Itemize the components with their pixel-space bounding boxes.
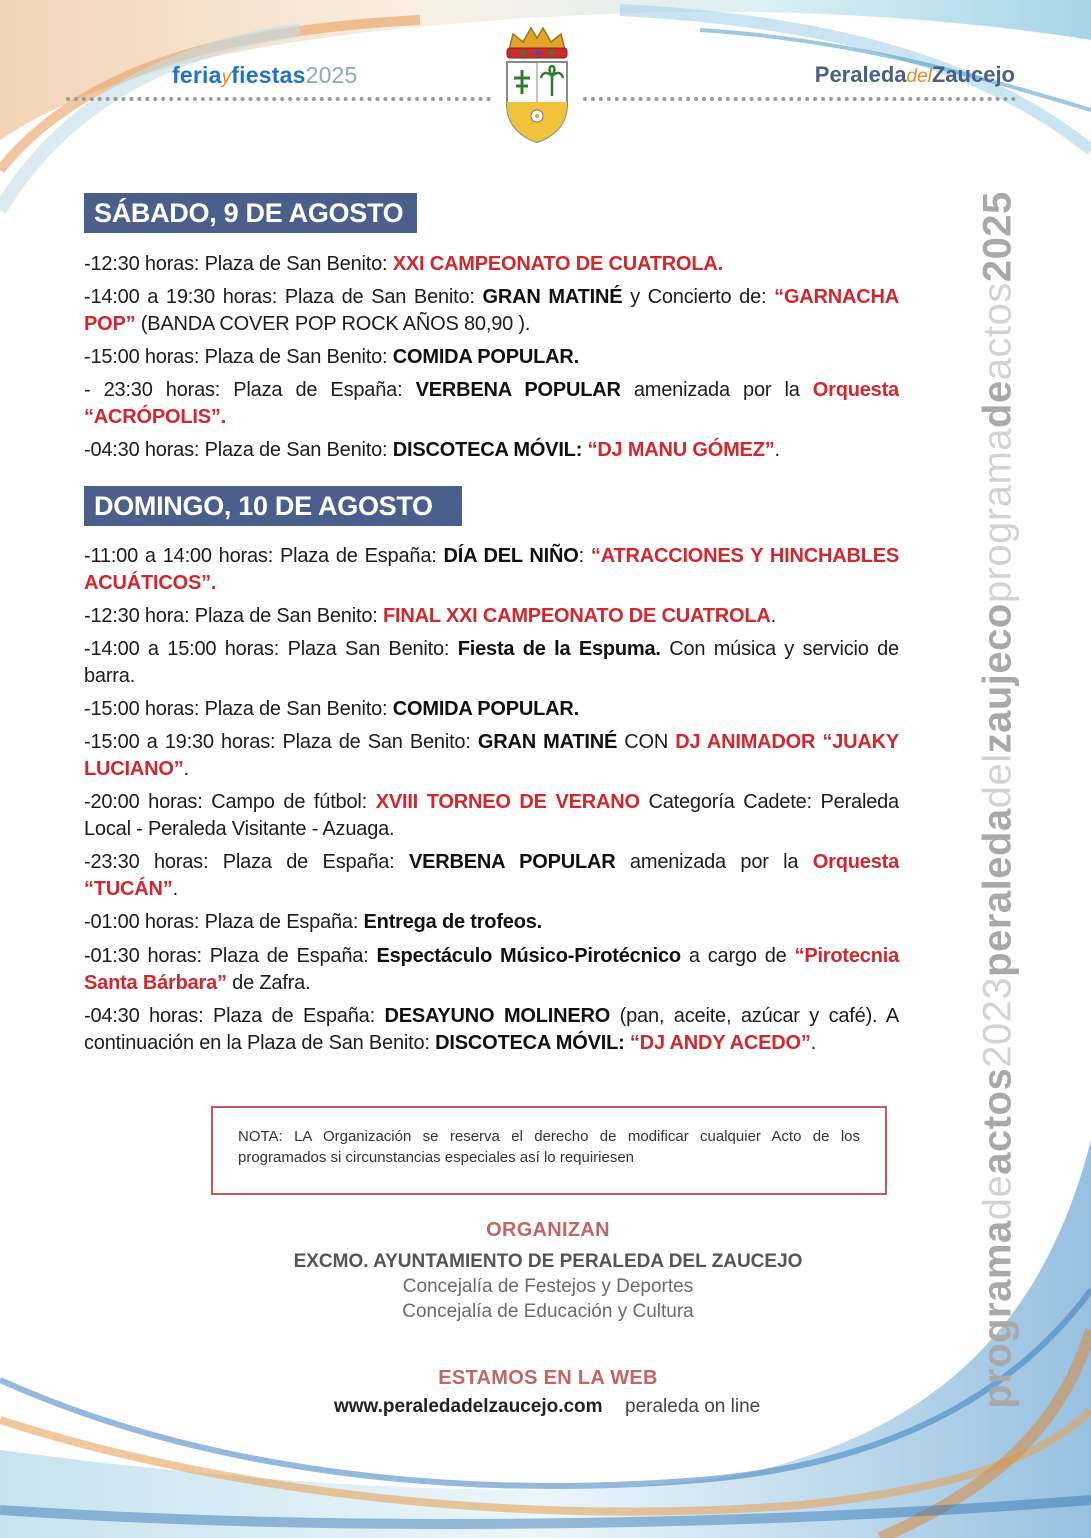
item-bold: GRAN MATINÉ — [477, 731, 618, 753]
item-bold: COMIDA POPULAR. — [392, 698, 580, 720]
item-text: -04:30 horas: Plaza de San Benito: — [84, 439, 393, 461]
item-highlight: FINAL XXI CAMPEONATO DE CUATROLA — [382, 605, 771, 627]
item-text: de Zafra. — [226, 972, 311, 994]
item-highlight: “Pirotecnia Santa Bárbara” — [84, 945, 900, 994]
item-highlight: “GARNACHA POP” — [84, 286, 900, 335]
item-text: -01:30 horas: Plaza de España: — [84, 945, 377, 967]
program-item — [84, 603, 899, 630]
side-part: del — [975, 753, 1020, 809]
item-text: . — [770, 605, 777, 627]
program-item — [84, 789, 899, 843]
item-text: . — [172, 878, 178, 900]
item-text: Con música y servicio de barra. — [84, 638, 899, 687]
item-bold: DÍA DEL NIÑO — [443, 545, 579, 567]
program-item — [84, 344, 899, 371]
item-text: y Concierto de: — [622, 286, 775, 308]
item-text: CON — [617, 731, 676, 753]
item-text: -15:00 horas: Plaza de San Benito: — [84, 698, 393, 720]
item-text: -14:00 a 15:00 horas: Plaza San Benito: — [84, 638, 458, 660]
item-text: -23:30 horas: Plaza de España: — [84, 851, 409, 873]
side-part: actos — [975, 1067, 1020, 1175]
program-item — [84, 437, 899, 464]
day-heading-sunday: DOMINGO, 10 DE AGOSTO — [84, 486, 462, 526]
item-highlight: DJ ANIMADOR “JUAKY LUCIANO” — [84, 731, 900, 780]
town-name — [815, 62, 1015, 88]
disclaimer-note: NOTA: LA Organización se reserva el derecho de modificar cualquier Acto de los programados si circunstancias especiales así lo requiriesen — [211, 1106, 887, 1195]
program-item — [84, 636, 899, 690]
item-text: -12:30 hora: Plaza de San Benito: — [84, 605, 383, 627]
program-item — [84, 943, 899, 997]
item-text: amenizada por la — [620, 379, 813, 401]
program-item — [84, 284, 899, 338]
item-text: -01:00 horas: Plaza de España: — [84, 911, 364, 933]
coat-of-arms-icon — [497, 24, 577, 144]
item-bold: DESAYUNO MOLINERO — [384, 1005, 611, 1027]
item-text: -04:30 horas: Plaza de España: — [84, 1005, 385, 1027]
item-highlight: “ATRACCIONES Y HINCHABLES ACUÁTICOS”. — [84, 545, 899, 594]
item-highlight: Orquesta “ACRÓPOLIS”. — [84, 379, 899, 428]
item-highlight: “DJ ANDY ACEDO” — [629, 1032, 811, 1054]
item-text: (pan, aceite, azúcar y café). A continuación en la Plaza de San Benito: — [84, 1005, 899, 1054]
dotted-divider-left — [66, 97, 491, 101]
item-text: -14:00 a 19:30 horas: Plaza de San Benito: — [84, 286, 483, 308]
item-bold: Espectáculo Músico-Pirotécnico — [376, 945, 681, 967]
town-name-part2: del — [906, 66, 932, 87]
side-part: zaujeco — [975, 603, 1020, 754]
organizers-heading: ORGANIZAN — [486, 1219, 610, 1241]
item-text: -20:00 horas: Campo de fútbol: — [84, 791, 376, 813]
item-highlight: Orquesta “TUCÁN” — [84, 851, 899, 900]
item-bold: Fiesta de la Espuma. — [457, 638, 661, 660]
item-text: -15:00 horas: Plaza de San Benito: — [84, 346, 393, 368]
side-part: 2025 — [975, 191, 1020, 283]
event-title — [172, 62, 358, 89]
side-part: de — [975, 1174, 1020, 1221]
program-item — [84, 377, 899, 431]
item-text: Categoría Cadete: Peraleda Local - Peraleda Visitante - Azuaga. — [84, 791, 899, 840]
item-bold: DISCOTECA MÓVIL: — [392, 439, 588, 461]
item-text: amenizada por la — [615, 851, 813, 873]
side-part: actos — [975, 282, 1020, 381]
item-text: - 23:30 horas: Plaza de España: — [84, 379, 416, 401]
program-item — [84, 696, 899, 723]
title-fiestas: fiestas — [231, 62, 306, 88]
side-part: programa — [975, 427, 1020, 604]
side-part: de — [975, 380, 1020, 428]
item-text: -12:30 horas: Plaza de San Benito: — [84, 253, 393, 275]
program-item — [84, 251, 899, 278]
title-year: 2025 — [305, 62, 358, 88]
program-item — [84, 909, 899, 936]
item-highlight: “DJ MANU GÓMEZ” — [587, 439, 775, 461]
organizer-dept: Concejalía de Educación y Cultura — [402, 1301, 694, 1322]
item-bold: GRAN MATINÉ — [482, 286, 623, 308]
item-highlight: XVIII TORNEO DE VERANO — [375, 791, 640, 813]
side-part: peraleda — [975, 808, 1020, 977]
item-bold: Entrega de trofeos. — [363, 911, 543, 933]
town-name-part1: Peraleda — [814, 62, 907, 87]
social-handle: peraleda on line — [625, 1396, 761, 1417]
program-item — [84, 849, 899, 903]
side-part: 2023 — [975, 976, 1020, 1068]
dotted-divider-right — [583, 97, 1016, 101]
town-name-part3: Zaucejo — [931, 62, 1015, 87]
item-text: (BANDA COVER POP ROCK AÑOS 80,90 ). — [135, 313, 531, 335]
item-text: -15:00 a 19:30 horas: Plaza de San Benito: — [84, 731, 478, 753]
program-item — [84, 729, 899, 783]
item-bold: VERBENA POPULAR — [409, 851, 616, 873]
item-text: -11:00 a 14:00 horas: Plaza de España: — [84, 545, 444, 567]
web-heading: ESTAMOS EN LA WEB — [438, 1367, 658, 1389]
organizer-dept: Concejalía de Festejos y Deportes — [402, 1276, 694, 1297]
organizer-main: EXCMO. AYUNTAMIENTO DE PERALEDA DEL ZAUCEJO — [293, 1251, 803, 1272]
item-text: a cargo de — [680, 945, 795, 967]
title-feria: feria — [172, 62, 222, 88]
item-bold: VERBENA POPULAR — [415, 379, 621, 401]
item-text: . — [810, 1032, 816, 1054]
side-part: programa — [975, 1220, 1020, 1409]
day-heading-saturday: SÁBADO, 9 DE AGOSTO — [84, 193, 417, 233]
program-item — [84, 543, 899, 597]
item-text: . — [774, 439, 780, 461]
website-link[interactable]: www.peraledadelzaucejo.com — [334, 1396, 603, 1417]
item-text: . — [183, 758, 189, 780]
program-item — [84, 1003, 899, 1057]
item-text: : — [578, 545, 591, 567]
item-bold: DISCOTECA MÓVIL: — [435, 1032, 630, 1054]
item-highlight: XXI CAMPEONATO DE CUATROLA. — [392, 253, 723, 275]
item-bold: COMIDA POPULAR. — [392, 346, 580, 368]
title-y: y — [221, 67, 232, 88]
